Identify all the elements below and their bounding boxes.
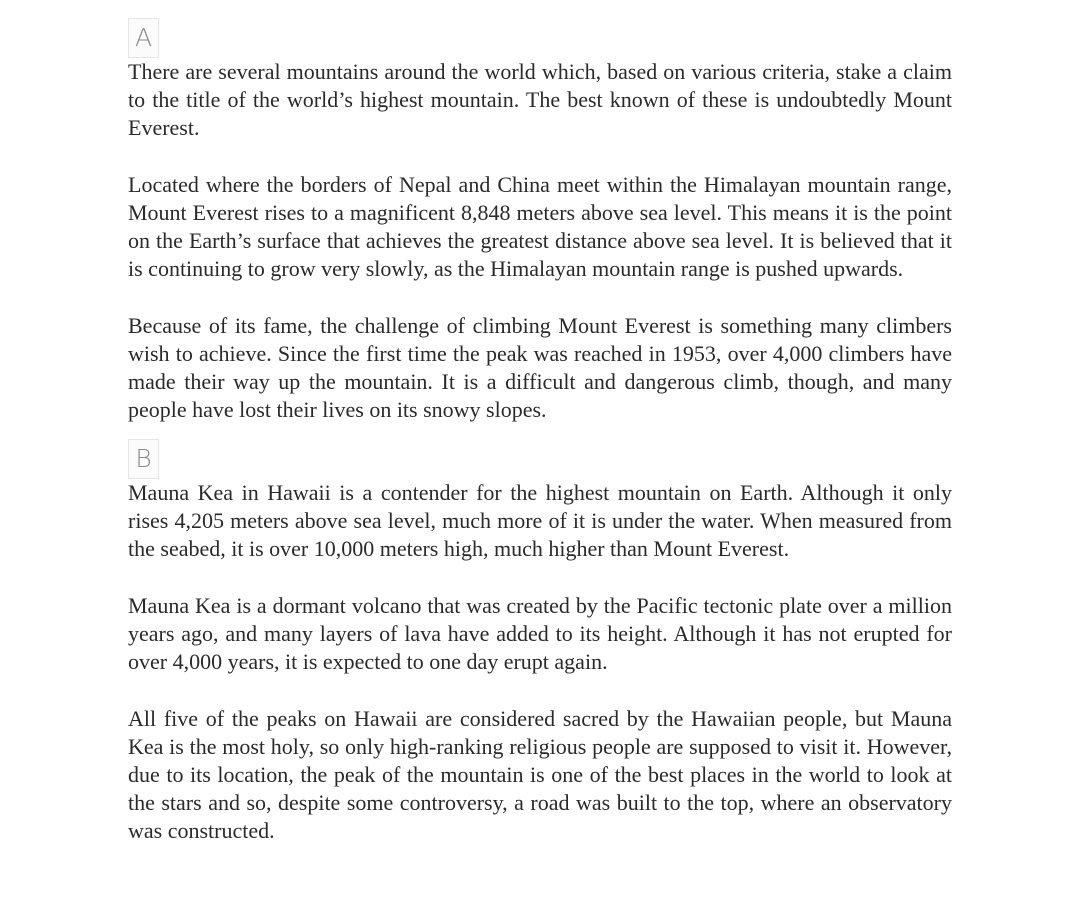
section-b-paragraph-1: Mauna Kea in Hawaii is a contender for the highest mountain on Earth. Although it only rises 4,205 meters above sea level, much more of it is under the water. When measured from the seabed, it is over 10,000 meters high, much higher than Mount Everest. xyxy=(128,480,952,561)
document-page xyxy=(128,18,952,845)
section-label-b: B xyxy=(128,439,159,479)
section-a-paragraph-3: Because of its fame, the challenge of climbing Mount Everest is something many climbers wish to achieve. Since the first time the peak was reached in 1953, over 4,000 climbers have made their way up the mountain. It is a difficult and dangerous climb, though, and many people have lost their lives on its snowy slopes. xyxy=(128,313,952,422)
section-b-paragraph-2: Mauna Kea is a dormant volcano that was created by the Pacific tectonic plate over a million years ago, and many layers of lava have added to its height. Although it has not erupted for over 4,000 years, it is expected to one day erupt again. xyxy=(128,593,952,674)
section-a-paragraph-1: There are several mountains around the world which, based on various criteria, stake a claim to the title of the world’s highest mountain. The best known of these is undoubtedly Mount Everest. xyxy=(128,59,952,140)
section-label-a: A xyxy=(128,18,159,58)
section-b xyxy=(128,439,952,845)
section-a xyxy=(128,18,952,424)
section-b-paragraph-3: All five of the peaks on Hawaii are considered sacred by the Hawaiian people, but Mauna Kea is the most holy, so only high-ranking religious people are supposed to visit it. However, due to its location, the peak of the mountain is one of the best places in the world to look at the stars and so, despite some controversy, a road was built to the top, where an observatory was constructed. xyxy=(128,706,952,843)
section-a-paragraph-2: Located where the borders of Nepal and China meet within the Himalayan mountain range, Mount Everest rises to a magnificent 8,848 meters above sea level. This means it is the point on the Earth’s surface that achieves the greatest distance above sea level. It is believed that it is continuing to grow very slowly, as the Himalayan mountain range is pushed upwards. xyxy=(128,172,952,281)
